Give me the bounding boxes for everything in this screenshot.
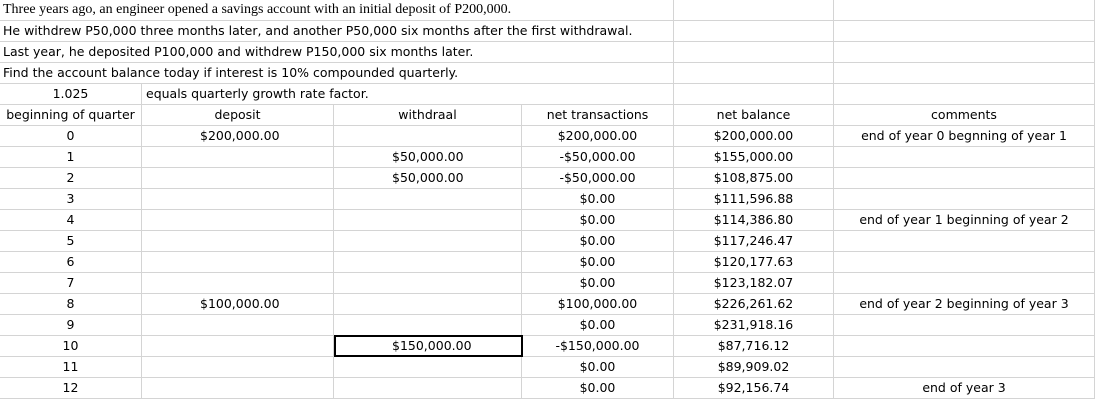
cell-net-transaction[interactable] [522,231,674,252]
cell-empty[interactable] [674,42,834,63]
cell-deposit[interactable] [142,357,334,378]
table-row [0,210,1095,231]
cell-quarter[interactable] [0,315,142,336]
net-balance-value: $92,156.74 [717,380,790,395]
cell-deposit[interactable] [142,252,334,273]
net-balance-value: $155,000.00 [713,149,794,164]
rate-value: 1.025 [52,86,89,101]
net-balance-value: $120,177.63 [713,254,794,269]
quarter-value: 4 [66,212,75,227]
cell-empty[interactable] [834,84,1095,105]
table-row [0,294,1095,315]
net-transaction-value: $200,000.00 [557,128,638,143]
cell-net-balance[interactable] [674,378,834,399]
deposit-value: $100,000.00 [200,296,280,311]
net-transaction-value: $100,000.00 [557,296,638,311]
withdrawal-value: $50,000.00 [392,170,464,185]
cell-net-transaction[interactable] [522,378,674,399]
quarter-value: 12 [62,380,79,395]
cell-quarter[interactable] [0,336,142,357]
cell-withdrawal[interactable] [334,189,522,210]
table-row [0,168,1095,189]
cell-withdrawal[interactable] [334,252,522,273]
cell-quarter[interactable] [0,210,142,231]
problem-line-4: Find the account balance today if interest is 10% compounded quarterly. [3,65,459,80]
net-balance-value: $114,386.80 [713,212,794,227]
cell-net-balance[interactable] [674,252,834,273]
cell-deposit[interactable] [142,126,334,147]
cell-comment[interactable] [834,189,1095,210]
cell-deposit[interactable] [142,294,334,315]
cell-rate-value[interactable] [0,84,142,105]
cell-empty[interactable] [674,21,834,42]
header-withdrawal-label: withdraal [398,107,457,122]
cell-problem-line-4[interactable] [0,63,674,84]
net-balance-value: $108,875.00 [713,170,794,185]
header-row [0,105,1095,126]
quarter-value: 2 [66,170,75,185]
sheet-row [0,63,1095,84]
comment-value: end of year 2 beginning of year 3 [859,296,1069,311]
cell-empty[interactable] [834,63,1095,84]
withdrawal-value: $50,000.00 [392,149,464,164]
net-balance-value: $89,909.02 [717,359,790,374]
quarter-value: 9 [66,317,75,332]
net-transaction-value: $0.00 [579,212,616,227]
cell-empty[interactable] [834,42,1095,63]
table-row [0,273,1095,294]
cell-net-transaction[interactable] [522,147,674,168]
rate-label: equals quarterly growth rate factor. [146,86,369,101]
cell-problem-line-3[interactable] [0,42,674,63]
cell-net-transaction[interactable] [522,189,674,210]
table-row [0,189,1095,210]
cell-net-balance[interactable] [674,315,834,336]
cell-empty[interactable] [674,84,834,105]
selected-cell-outline [334,335,523,357]
net-transaction-value: -$150,000.00 [555,338,640,353]
cell-net-balance[interactable] [674,210,834,231]
net-transaction-value: $0.00 [579,359,616,374]
quarter-value: 11 [62,359,79,374]
quarter-value: 0 [66,128,75,143]
cell-quarter[interactable] [0,189,142,210]
cell-net-transaction[interactable] [522,252,674,273]
cell-withdrawal[interactable] [334,147,522,168]
cell-comment[interactable] [834,126,1095,147]
cell-empty[interactable] [834,21,1095,42]
table-row [0,336,1095,357]
net-transaction-value: $0.00 [579,380,616,395]
cell-deposit[interactable] [142,210,334,231]
cell-net-transaction[interactable] [522,126,674,147]
cell-net-transaction[interactable] [522,357,674,378]
cell-rate-label[interactable] [142,84,674,105]
cell-quarter[interactable] [0,357,142,378]
cell-comment[interactable] [834,168,1095,189]
cell-net-balance[interactable] [674,336,834,357]
header-withdrawal[interactable] [334,105,522,126]
quarter-value: 1 [66,149,75,164]
net-balance-value: $200,000.00 [713,128,794,143]
net-transaction-value: $0.00 [579,275,616,290]
cell-quarter[interactable] [0,147,142,168]
header-net-balance[interactable] [674,105,834,126]
cell-withdrawal[interactable] [334,126,522,147]
header-deposit[interactable] [142,105,334,126]
cell-deposit[interactable] [142,168,334,189]
net-balance-value: $226,261.62 [713,296,794,311]
cell-withdrawal[interactable] [334,231,522,252]
cell-comment[interactable] [834,147,1095,168]
cell-withdrawal[interactable] [334,210,522,231]
cell-comment[interactable] [834,294,1095,315]
cell-quarter[interactable] [0,378,142,399]
comment-value: end of year 0 begnning of year 1 [861,128,1067,143]
cell-net-balance[interactable] [674,168,834,189]
net-transaction-value: -$50,000.00 [559,170,636,185]
cell-withdrawal[interactable] [334,273,522,294]
deposit-value: $200,000.00 [200,128,280,143]
quarter-value: 5 [66,233,75,248]
withdrawal-value: $150,000.00 [392,338,472,353]
cell-quarter[interactable] [0,252,142,273]
header-net-balance-label: net balance [716,107,791,122]
quarter-value: 6 [66,254,75,269]
cell-quarter[interactable] [0,273,142,294]
cell-net-balance[interactable] [674,273,834,294]
header-deposit-label: deposit [214,107,261,122]
cell-empty[interactable] [674,63,834,84]
cell-net-transaction[interactable] [522,294,674,315]
net-balance-value: $117,246.47 [713,233,794,248]
cell-withdrawal[interactable] [334,168,522,189]
cell-comment[interactable] [834,252,1095,273]
cell-deposit[interactable] [142,147,334,168]
net-balance-value: $123,182.07 [713,275,794,290]
cell-comment[interactable] [834,273,1095,294]
cell-withdrawal[interactable] [334,357,522,378]
cell-deposit[interactable] [142,378,334,399]
net-balance-value: $111,596.88 [713,191,794,206]
problem-line-3: Last year, he deposited P100,000 and withdrew P150,000 six months later. [3,44,474,59]
problem-line-1: Three years ago, an engineer opened a savings account with an initial deposit of P200,000. [3,2,512,17]
cell-problem-line-1[interactable] [0,0,674,21]
net-transaction-value: $0.00 [579,254,616,269]
cell-deposit[interactable] [142,315,334,336]
table-row [0,147,1095,168]
quarter-value: 10 [62,338,79,353]
net-balance-value: $231,918.16 [713,317,794,332]
table-row [0,252,1095,273]
cell-quarter[interactable] [0,294,142,315]
cell-net-transaction[interactable] [522,336,674,357]
net-transaction-value: $0.00 [579,317,616,332]
cell-net-balance[interactable] [674,294,834,315]
sheet-row [0,42,1095,63]
cell-comment[interactable] [834,210,1095,231]
table-row [0,315,1095,336]
comment-value: end of year 1 beginning of year 2 [859,212,1069,227]
cell-withdrawal[interactable] [334,294,522,315]
header-quarter[interactable] [0,105,142,126]
header-net-transactions[interactable] [522,105,674,126]
cell-empty[interactable] [834,0,1095,21]
header-comments[interactable] [834,105,1095,126]
sheet-row [0,21,1095,42]
cell-problem-line-2[interactable] [0,21,674,42]
table-row [0,126,1095,147]
problem-line-2: He withdrew P50,000 three months later, and another P50,000 six months after the first withdrawal. [3,23,633,38]
table-row [0,231,1095,252]
cell-quarter[interactable] [0,231,142,252]
net-balance-value: $87,716.12 [717,338,790,353]
cell-deposit[interactable] [142,336,334,357]
header-comments-label: comments [931,107,997,122]
header-net-transactions-label: net transactions [546,107,649,122]
cell-net-transaction[interactable] [522,315,674,336]
cell-deposit[interactable] [142,231,334,252]
sheet-row [0,0,1095,21]
net-transaction-value: $0.00 [579,191,616,206]
cell-comment[interactable] [834,315,1095,336]
quarter-value: 7 [66,275,75,290]
sheet-row [0,84,1095,105]
cell-net-balance[interactable] [674,231,834,252]
cell-net-balance[interactable] [674,357,834,378]
cell-comment[interactable] [834,336,1095,357]
cell-quarter[interactable] [0,168,142,189]
cell-withdrawal[interactable] [334,315,522,336]
cell-empty[interactable] [674,0,834,21]
cell-net-balance[interactable] [674,189,834,210]
cell-quarter[interactable] [0,126,142,147]
cell-net-balance[interactable] [674,126,834,147]
comment-value: end of year 3 [922,380,1006,395]
cell-withdrawal[interactable] [334,378,522,399]
cell-comment[interactable] [834,378,1095,399]
table-row [0,378,1095,399]
cell-comment[interactable] [834,357,1095,378]
cell-comment[interactable] [834,231,1095,252]
header-quarter-label: beginning of quarter [6,107,135,122]
table-row [0,357,1095,378]
quarter-value: 3 [66,191,75,206]
cell-net-transaction[interactable] [522,210,674,231]
cell-deposit[interactable] [142,273,334,294]
quarter-value: 8 [66,296,75,311]
cell-net-balance[interactable] [674,147,834,168]
cell-net-transaction[interactable] [522,168,674,189]
net-transaction-value: -$50,000.00 [559,149,636,164]
cell-deposit[interactable] [142,189,334,210]
net-transaction-value: $0.00 [579,233,616,248]
cell-net-transaction[interactable] [522,273,674,294]
